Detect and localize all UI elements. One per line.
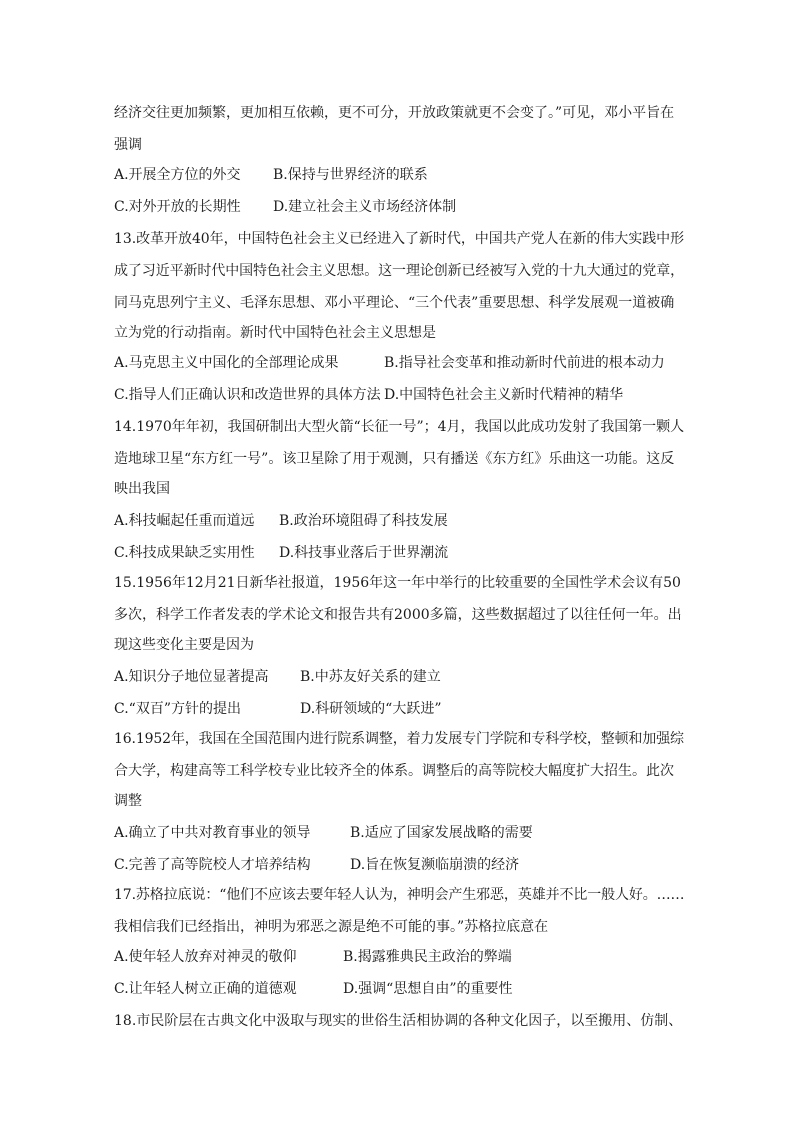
q17-option-a: A.使年轻人放弃对神灵的敬仰 <box>114 949 297 965</box>
q17-option-d: D.强调“思想自由”的重要性 <box>343 981 513 997</box>
q12-option-a: A.开展全方位的外交 <box>114 167 241 183</box>
q14-option-d: D.科技事业落后于世界潮流 <box>279 545 449 561</box>
q12-option-d: D.建立社会主义市场经济体制 <box>273 199 457 215</box>
q13-option-a: A.马克思主义中国化的全部理论成果 <box>114 355 339 371</box>
q12-line-1: 经济交往更加频繁，更加相互依赖，更不可分，开放政策就更不会变了。”可见，邓小平旨在 <box>114 105 675 121</box>
q15-line-3: 现这些变化主要是因为 <box>114 637 254 653</box>
q15-line-1: 15.1956年12月21日新华社报道，1956年这一年中举行的比较重要的全国性学术会议有50 <box>114 575 681 591</box>
q13-line-4: 立为党的行动指南。新时代中国特色社会主义思想是 <box>114 325 436 341</box>
q14-line-2: 造地球卫星“东方红一号”。该卫星除了用于观测，只有播送《东方红》乐曲这一功能。这反 <box>114 451 675 467</box>
q16-option-c: C.完善了高等院校人才培养结构 <box>114 857 311 873</box>
q14-line-1: 14.1970年年初，我国研制出大型火箭“长征一号”；4月，我国以此成功发射了我国第一颗人 <box>114 419 685 435</box>
q15-option-b: B.中苏友好关系的建立 <box>300 669 441 685</box>
q13-option-d: D.中国特色社会主义新时代精神的精华 <box>384 387 624 403</box>
q14-option-a: A.科技崛起任重而道远 <box>114 513 255 529</box>
q16-line-2: 合大学，构建高等工科学校专业比较齐全的体系。调整后的高等院校大幅度扩大招生。此次 <box>114 763 674 779</box>
q16-option-b: B.适应了国家发展战略的需要 <box>350 825 533 841</box>
q16-line-1: 16.1952年，我国在全国范围内进行院系调整，着力发展专门学院和专科学校，整顿和加强综 <box>114 731 684 747</box>
q17-option-b: B.揭露雅典民主政治的弊端 <box>343 949 512 965</box>
q15-option-d: D.科研领域的“大跃进” <box>300 701 442 717</box>
q16-option-d: D.旨在恢复濒临崩溃的经济 <box>350 857 520 873</box>
q15-line-2: 多次，科学工作者发表的学术论文和报告共有2000多篇，这些数据超过了以往任何一年。出 <box>114 607 682 623</box>
q12-option-c: C.对外开放的长期性 <box>114 199 241 215</box>
q12-line-2: 强调 <box>114 137 142 153</box>
q13-line-1: 13.改革开放40年，中国特色社会主义已经进入了新时代，中国共产党人在新的伟大实践中形 <box>114 231 685 247</box>
q18-line-1: 18.市民阶层在古典文化中汲取与现实的世俗生活相协调的各种文化因子，以至搬用、仿制、 <box>114 1013 683 1029</box>
q13-line-2: 成了习近平新时代中国特色社会主义思想。这一理论创新已经被写入党的十九大通过的党章， <box>114 263 684 279</box>
q16-line-3: 调整 <box>114 793 142 809</box>
q17-line-1: 17.苏格拉底说：“他们不应该去要年轻人认为，神明会产生邪恶，英雄并不比一般人好。…… <box>114 887 685 903</box>
q12-option-b: B.保持与世界经济的联系 <box>273 167 428 183</box>
q15-option-c: C.“双百”方针的提出 <box>114 701 241 717</box>
q13-line-3: 同马克思列宁主义、毛泽东思想、邓小平理论、“三个代表”重要思想、科学发展观一道被确 <box>114 295 675 311</box>
q17-line-2: 我相信我们已经指出，神明为邪恶之源是绝不可能的事。”苏格拉底意在 <box>114 919 549 935</box>
q14-option-b: B.政治环境阻碍了科技发展 <box>279 513 448 529</box>
q13-option-c: C.指导人们正确认识和改造世界的具体方法 <box>114 387 381 403</box>
q16-option-a: A.确立了中共对教育事业的领导 <box>114 825 311 841</box>
q17-option-c: C.让年轻人树立正确的道德观 <box>114 981 297 997</box>
q14-line-3: 映出我国 <box>114 481 170 497</box>
q13-option-b: B.指导社会变革和推动新时代前进的根本动力 <box>384 355 665 371</box>
q14-option-c: C.科技成果缺乏实用性 <box>114 545 255 561</box>
q15-option-a: A.知识分子地位显著提高 <box>114 669 269 685</box>
